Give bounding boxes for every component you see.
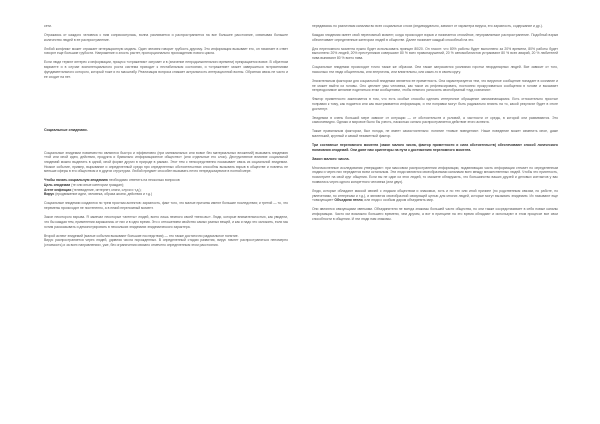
paragraph: Значительным фактором для социальной эпидемии является ее приметность. Она характеризуется тем, что вирусное сообщение попадает в сознание и не может выйти из головы. Оно цепляет умы человека, как такое из рефлексировать, постоянно прокручиваться сообщения в голове и вызывает непреодолимое желание поделиться этим сообщением, чтобы немного успокоить своеобразный «зуд сознания». [312, 78, 558, 93]
paragraph: Социальные эпидемии происходят точно также же образом. Они также запускаются усилиями горстки неординарных людей. Все зависит от того, насколько эти люди общительны, или энергичны, или влиятельны, или каких-то в своем кругу. [312, 65, 558, 74]
paragraph: Многочисленные исследования утверждают: при массовом распространении информации, подавляющая часть информации стекает по определенным людям и через них передается всем остальным. Эти люди являются своеобразными каналами всех между множественных людей. Чтобы это приятность, посмотрите на свой круг общения. Если вы не один из этих людей, то сможете обнаружить, что большинство ваших друзей и деловых контактов у вас появились через одного конкретного человека (или двух). [312, 165, 558, 184]
left-column [44, 24, 288, 252]
bold-lead: Агент инфекции [44, 187, 72, 192]
section-heading-social-epidemics: Социальные эпидемии. [44, 127, 88, 132]
paragraph [312, 143, 558, 152]
text-run: (те или иные категории граждан); [70, 183, 124, 188]
paragraph: Социальные эпидемии создаются по трем простым аспектов: заразность, факт того, что малые причины имеют большие последствия; и третий — то, что перемены происходит не постепенно, а в некий переломный момент. [44, 201, 288, 211]
section-heading-law-of-few: Закон малого числа. [312, 156, 350, 161]
text-run: (продвижение идеи, человека, образа жизни, действия и т.д.) [54, 192, 153, 197]
right-column [312, 24, 558, 226]
paragraph: Фактор приметности заключается в том, что есть особые способы сделать интересное обращение запоминающимся. Есть относительно простые поправки к тому, как подается или как выстраивается информация, и эти поправки могут быть радикально влиять на то, какой результат будет в итоге достигнут. [312, 97, 558, 111]
paragraph [44, 192, 288, 197]
bold-term: Объедини нтели [334, 198, 363, 203]
paragraph: Эпидемии в очень большой мере зависят от ситуации — от обстоятельств и условий, а частности от среды, в которой они развиваются. Это самоочевидно. Однако и мировое было бы учесть, насколько сильно распространяется действие этого аспекта. [312, 115, 558, 125]
paragraph: Они являются связующими звеньями. Объединители не всегда знакомы большей части общества, но они также сосредотачивает в себя новые каналы информации. Часто им возможно большего времени, чем другим, а вот в принципе на это время обладают и используют в этом процессе все свои способности в общении. И эти люди нам знакомы. [312, 207, 558, 221]
bold-lead: Вирус [44, 192, 55, 197]
paragraph: Отражаясь от каждого человека с ним соприкоснулась, волна усиливается и распространяется на все большее расстояние, охватывая большее количество людей в ее распространение. [44, 33, 288, 42]
paragraph: Социальные эпидемии повсеместно являются быстро и эффективно (при минимальных или вовсе без материальных вложений) вызывать эпидемию «той или иной идеи, действия, продукта и буквально информационное общество» (или отдельные его слои). Деструктивное влияние социальной эпидемий можно выделить в одной, иной форме других в природе в рамках. Этот тем с непосредственно показывает связь из социальной эпидемии. Низкое событие, пример, вырывание и определенный среди при определенных обстоятельствах способны вызывать взрыв в обществе и повлечь не меньше сферы в его обществом и в других структурах. Любой предмет способен вызывать нечто непредсказуемое в полной мере. [44, 150, 288, 174]
paragraph [312, 189, 558, 203]
text-run: , или люди с особым даром объединять мир. [362, 198, 434, 203]
paragraph: Для переломного момента нужно будет использовать принцип 80/20. Он гласит: что 80% работы будет выполнено за 20% времени, 80% работы будет выполнено 20% людей, 20% преступников совершают 80 % всех правонарушений, 20 % автомобилистов устраивают 80 % всех аварий, 20 % любителей пива выпивают 80 % всего пива. [312, 46, 558, 61]
paragraph: Каждая эпидемия имеет свой переломный момент, когда происходит взрыв и начинается стихийное, неуправляемое распространение. Подобный взрыв обеспечивает определенные категории людей в обществе. Далее начинает каждый способный на это. [312, 33, 558, 42]
text-run: Люди, которые обладают массой связей с людьми обществом и знакомых, хоть и по тех или иной причине (по родственным связям, по работе, по увлечениям, по интересам и т.д.), и являются своеобразной связующей цепью для многих людей, которые могут вызывать эпидемию. Их называют еще «связующие» [312, 188, 558, 203]
paragraph: Второй аспект эпидемий (малые события вызывают большие последствия) — это также достаточно радикальное понятие. [44, 233, 239, 238]
bold-lead: Чтобы начать социальную эпидемию [44, 178, 108, 183]
spacer [44, 133, 288, 151]
paragraph: передаваясь по различным каналам во всех социальных слоях (индивидуально, зависит от характера вируса, его заразность, содержание и др.). [312, 24, 543, 28]
text-run: (телевидение, интернет, книги, слухи и т.д.); [71, 187, 142, 192]
text-run: необходимо ответить на несколько вопросов [107, 178, 180, 183]
paragraph: сети. [44, 24, 52, 28]
paragraph: Вирус распространяется через людей, удивляя числа порожденных. В определенный стадии развития, вирус начнет распространяться непомерно (стоимость) и за всех направлениях, уже, без ограничения связано отмечено определенным этом расстояния. [44, 238, 288, 247]
paragraph: Любой конфликт может отражает интерационную модель. Один человек говорит грубость другому. Это информация вызывает его, он начинает в ответ говорит еще большие грубости. Напряжение и злость растет, пропорционально прохождению нового цикла. [44, 46, 288, 56]
paragraph: Также правильным фактором, был погода, не имеет самостоятельно: понятие «новые поведения». Наше поведение может изменить иное, даже маленький, крупный и самый незаметный фактор. [312, 129, 558, 139]
bold-lead: Цель эпидемии [44, 183, 71, 188]
spacer [44, 84, 288, 128]
paragraph: Если люди теряют интерес к информации, процесс «отражения» затухает и в (значение непродолжительного времени) прекращается вовсе. В обратном варианте и в случае экспоненциального роста система приходит к нестабильным состоянии, и «отражение» может завершиться потрясениями фундаментального которого, который тоже и по масштабу. Реализация вопроса снижает актуальность интерационной волны. Обратная связь не часто и ее сходит на нет. [44, 60, 288, 79]
paragraph: Закон некоторого взрыва. Я замечал некоторые «агенты» людей, всего лишь немного своей «вехи-вы». Люди, которые внимательностью, как увидели, что бы каждая тем, применении заражались от них и в одно время. Это с отношением свойство самых разных вещей, и как и надо это заложить, если мы хотим рассказывать и демонстрировать в нескольких эпидемиях эпидемического характера. [44, 215, 289, 229]
bold-text: Три составные переломного момента (закон малого числа, фактор приметности и сила обстоятельств) обеспечивают способ логического понимания эпидемий. Они дают нам ориентиры на пути к достижению переломного момента. [312, 143, 558, 152]
